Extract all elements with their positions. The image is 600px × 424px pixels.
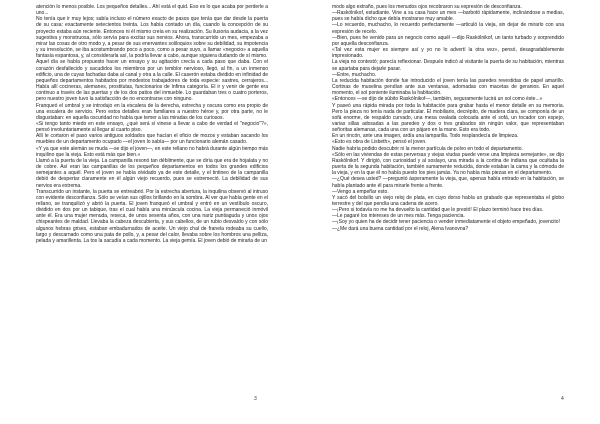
paragraph: —Bien, pues he venido para un negocio como aquél —dijo Raskólnikof, un tanto turbado y sorprendido por aquella desconfianza. [332,34,564,47]
paragraph: —¡Pero si todavía no me ha devuelto la cantidad que le prestó! El plazo terminó hace tres días. [332,207,544,214]
paragraph: «Sólo en las viviendas de estas perversas y viejas viudas puede verse una limpieza semejante», se dijo Raskólnikof. Y dirigió, con curiosidad y al soslayo, una mirada a la cortina de indiana que ocultaba la puerta de la segunda habitación, también sumamente reducida, donde estaban la cama y la cómoda de la vieja, y en la que él no había puesto los pies jamás. Ya no había más piezas en el departamento. [332,151,564,177]
paragraph: Y sacó del bolsillo un viejo reloj de plata, en cuyo dorso había un grabado que representaba el globo terrestre y del que pendía una cadena de acero. [332,194,564,207]
left-page-text [36,4,268,326]
paragraph: —Lo recuerdo, muchacho, lo recuerdo perfectamente —articuló la vieja, sin dejar de mirarlo con una expresión de recelo. [332,22,564,35]
paragraph: —¡Soy yo quien ha de decidir tener paciencia o vender inmediatamente el objeto empeñado, jovencito! [332,219,560,226]
paragraph: «Esto es obra de Lisbeth», pensó el joven. [332,139,427,146]
paragraph: «Entonces —se dijo de súbito Raskólnikof—, también, seguramente lucirá un sol como éste...» [332,96,543,103]
paragraph: —Entre, muchacho. [332,71,377,78]
paragraph: Nadie habría podido descubrir ni la menor partícula de polvo en todo el departamento. [332,145,523,152]
paragraph: «Y ya que este alemán se muda —se dijo el joven—, en este rellano no habrá durante algún tiempo más inquilino que la vieja. Esto está más que bien.» [36,145,268,158]
paragraph: modo algo extraño, pues los menudos ojos recobraron su expresión de desconfianza. [332,4,522,10]
right-page [300,0,600,424]
page-number: 4 [561,396,564,402]
paragraph: Transcurrido un instante, la puerta se entreabrió. Por la estrecha abertura, la inquilina observó al intruso con evidente desconfianza. Sólo se veían sus ojillos brillando en la sombra. Al ver que había gente en el rellano, se tranquilizó y abrió la puerta. El joven franqueó el umbral y entró en un vestíbulo oscuro, dividido en dos por un tabique, tras el cual había una minúscula cocina. La vieja permaneció inmóvil ante él. Era una mujer menuda, reseca, de unos sesenta años, con una nariz puntiaguda y unos ojos chispeantes de maldad. Llevaba la cabeza descubierta, y sus cabellos, de un rubio desvaído y con sólo algunos hebras grises, estaban embadurnados de aceite. Un viejo chal de franela rodeaba su cuello, largo y descarnado como una pata de pollo, y, a pesar del calor, llevaba sobre los hombros una pelliza, pelada y amarillenta. La tos la sacudía a cada momento. La vieja gemía. El joven debió de mirarla de un [36,188,268,244]
paragraph: —Le pagaré los intereses de un mes más. Tenga paciencia. [332,213,465,220]
paragraph: atención lo menos posible. Los pequeños detalles... Ahí está el quid. Eso es lo que acaba por perderle a uno... [36,4,268,17]
paragraph: «Tal vez esta mujer es siempre así y yo no lo advertí la otra vez», pensó, desagradablemente impresionado. [332,47,564,60]
paragraph: Allí le cortaron el paso varios antiguos soldados que hacían el oficio de mozos y estaban sacando los muebles de un departamento ocupado —el joven lo sabía— por un funcionario alemán casado. [36,133,268,146]
paragraph: Y paseó una rápida mirada por toda la habitación para grabar hasta el menor detalle en su memoria. Pero la pieza no tenía nada de particular. El mobiliario, decrépito, de madera clara, se componía de un sofá enorme, de respaldo curvado, una mesa ovalada colocada ante el sofá, un tocador con espejo, varias sillas adosadas a las paredes y dos o tres grabados sin ningún valor, que representaban señoritas alemanas, cada una con un pájaro en la mano. Esto era todo. [332,102,564,134]
paragraph: —¿Me dará una buena cantidad por el reloj, Alena Ivanovna? [332,225,469,232]
paragraph: —Raskólnikof, estudiante. Vine a su casa hace un mes —barbotó rápidamente, inclinándose a medias, pues se había dicho que debía mostrarse muy amable. [332,10,564,23]
paragraph: En un rincón, ante una imagen, ardía una lamparilla. Todo resplandecía de limpieza. [332,133,519,140]
paragraph: —¿Qué desea usted? —preguntó ásperamente la vieja, que, apenas había entrado en la habitación, se había plantado ante él para mirarle frente a frente. [332,176,564,189]
paragraph: —Vengo a empeñar esto. [332,188,389,195]
page-number: 3 [254,396,257,402]
paragraph: «Si tengo tanto miedo en este ensayo, ¿qué será si vinese a llevar a cabo de verdad el "negocio"?», pensó involuntariamente al llegar al cuarto piso. [36,120,268,134]
paragraph: No tenía que ir muy lejos; sabía incluso el número exacto de pasos que tenía que dar desde la puerta de su casa: exactamente setecientos treinta. Los había contado un día, cuando la concepción de su proyecto estaba aún reciente. Entonces ni él mismo creía en su realización. Su ilusoria audacia, a la vez sugestiva y monstruosa, sólo servía para excitar sus nervios. Ahora, transcurrido un mes, empezaba a mirar las cosas de otro modo y, a pesar de sus enervantes soliloquios sobre su debilidad, su impotencia y su irresolución, se iba acostumbrando poco a poco, como a pesar suyo, a llamar «negocio» a aquella fantasía espantosa, y, al considerarla así, la podría llevar a cabo, aunque siguiera dudando de sí mismo. [36,16,268,60]
paragraph: Llamó a la puerta de la vieja. La campanilla resonó tan débilmente, que se diría que era de hojalata y no de cobre. Así eran las campanillas de los pequeños departamentos en todos los grandes edificios semejantes a aquél. Pero el joven se había olvidado ya de este detalle, y el tintineo de la campanilla debió de despertar claramente en él algún viejo recuerdo, pues se estremeció. La debilidad de sus nervios era extrema. [36,157,268,189]
paragraph: La vieja no contestó; parecía reflexionar. Después indicó al visitante la puerta de su habitación, mientras se apartaba para dejarle pasar. [332,59,564,72]
paragraph: Franqueó el umbral y se introdujo en la escalera de la derecha, estrecha y oscura como era propio de una escalera de servicio. Pero estos detalles eran familiares a nuestro héroe y, por otra parte, no le disgustaban: en aquella oscuridad no había que temer a las miradas de los curiosos. [36,102,268,121]
paragraph: La reducida habitación donde fue introducido el joven tenía las paredes revestidas de papel amarillo. Cortinas de muselina pendían ante sus ventanas, adornadas con macetas de geranios. En aquel momento, el sol poniente iluminaba la habitación. [332,77,564,97]
right-page-text [332,4,564,326]
paragraph: Aquel día se había propuesto hacer un ensayo y su agitación crecía a cada paso que daba. Con el corazón desfallecido y sacudidos los miembros por un temblor nervioso, llegó, al fin, a un inmenso edificio, una de cuyas fachadas daba al canal y otra a la calle. El caserón estaba dividido en infinidad de pequeños departamentos habitados por modestos trabajadores de toda especie: sastres, cerrajeros... Había allí cocineras, alemanes, prostitutas, funcionarios de ínfima categoría. El ir y venir de gente era continuo a través de las puertas y de los dos patios del inmueble. Lo guardaban tres o cuatro porteros, pero nuestro joven tuvo la satisfacción de no encontrarse con ninguno. [36,59,268,103]
